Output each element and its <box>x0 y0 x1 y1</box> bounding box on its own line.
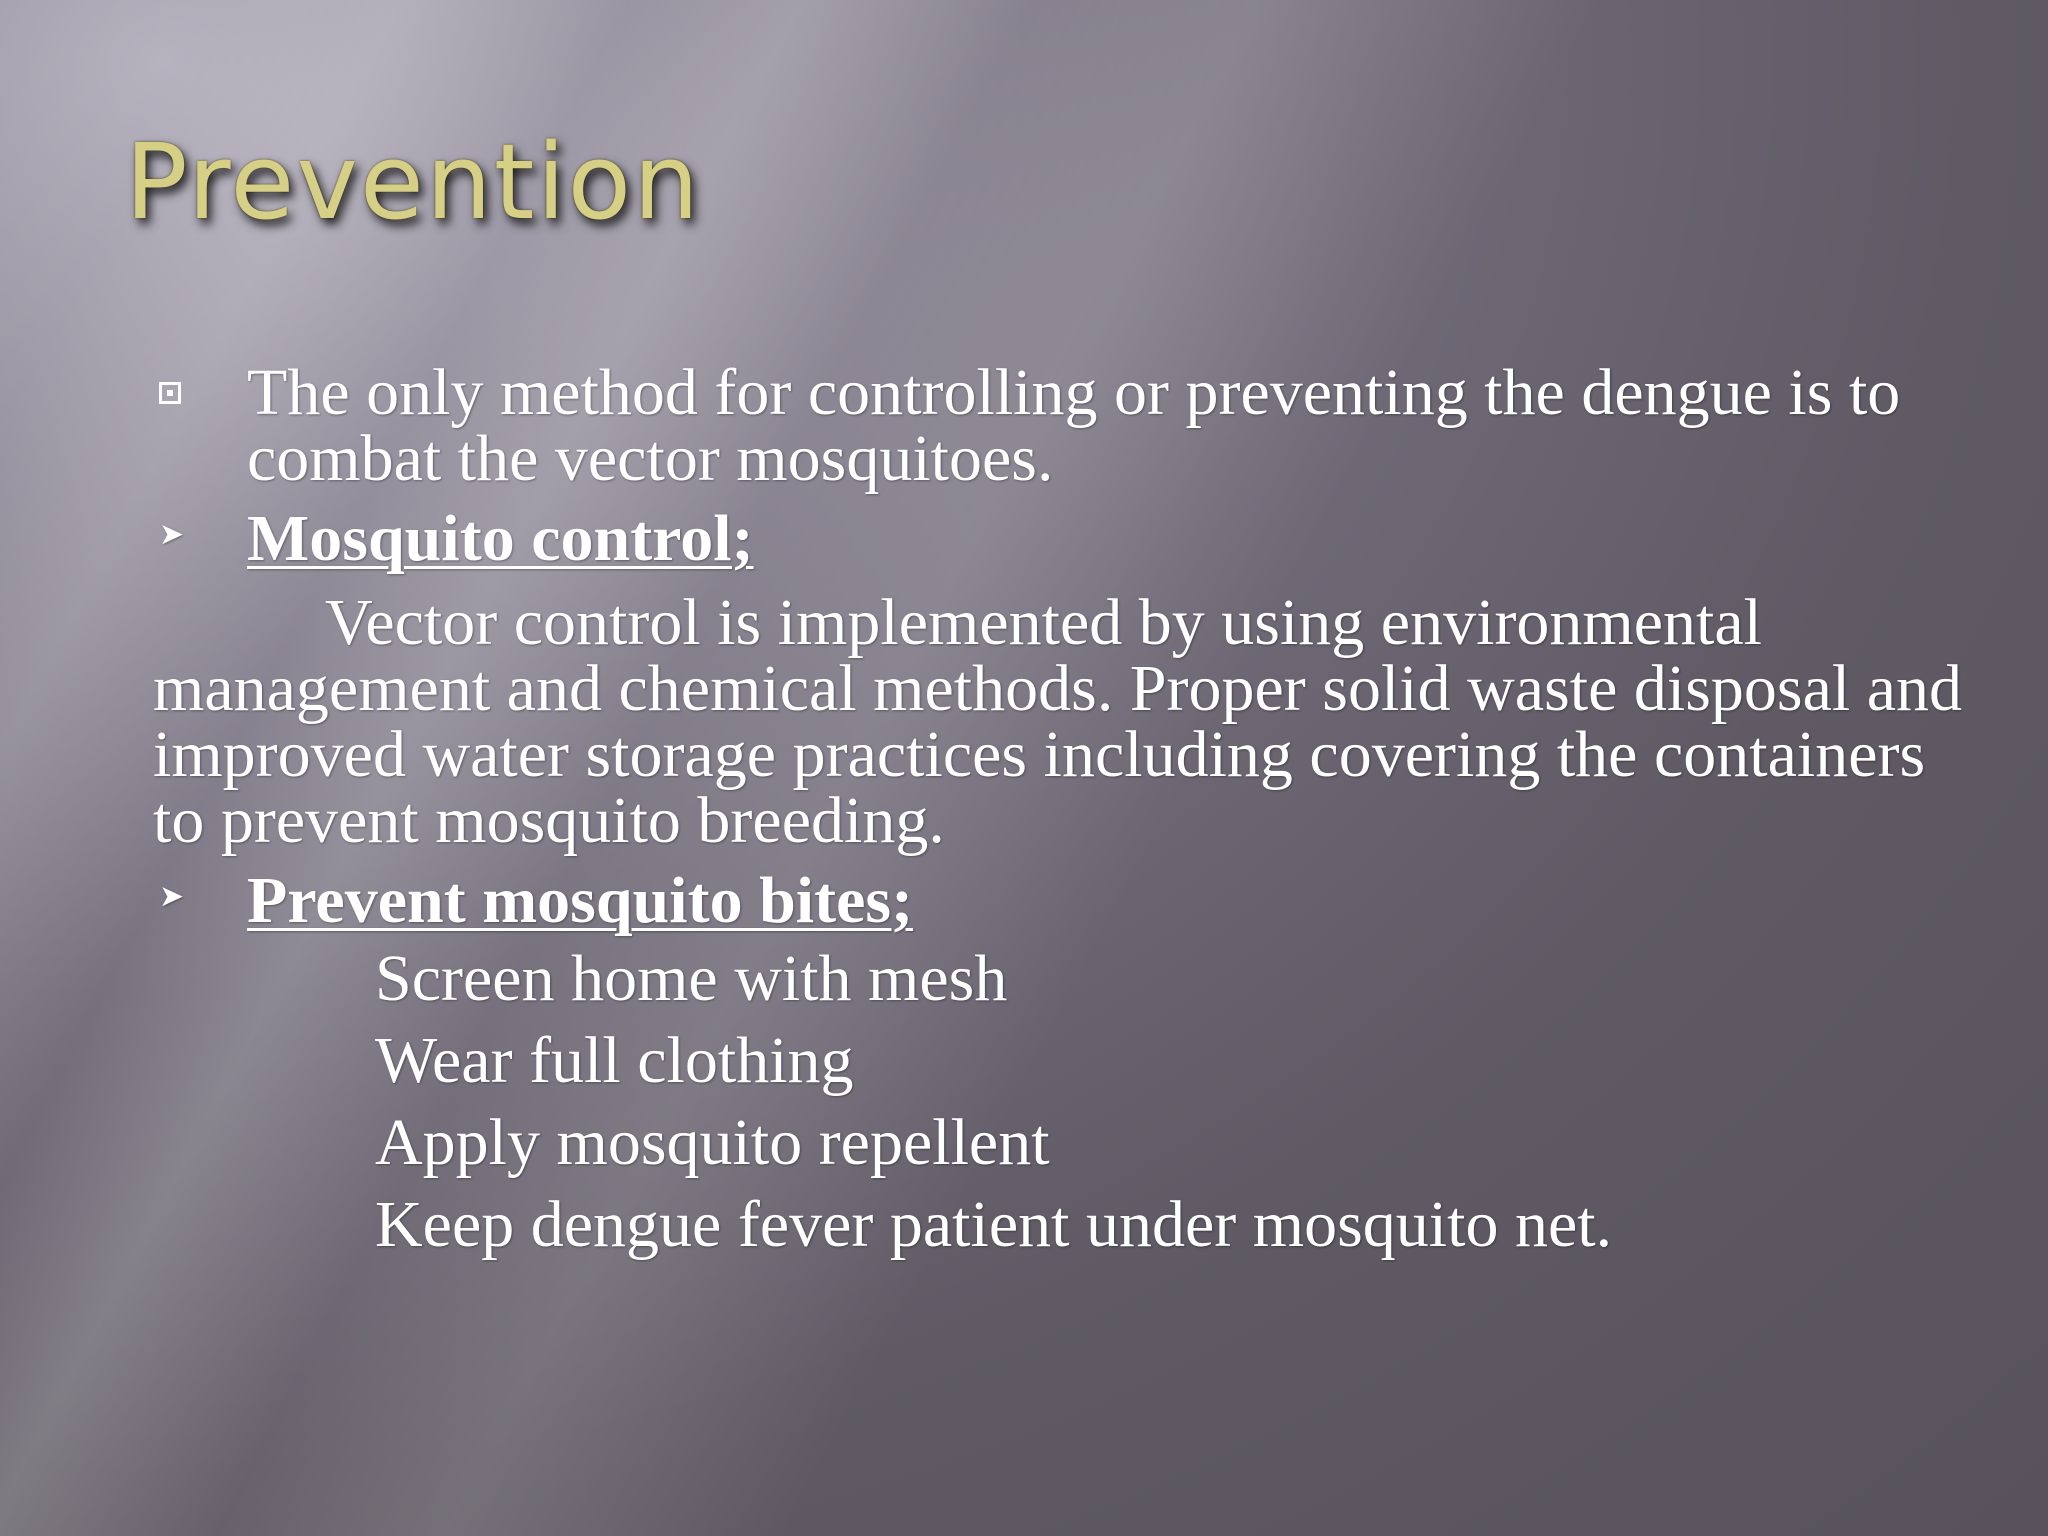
intro-bullet-row <box>153 356 1973 495</box>
mosquito-control-paragraph: Vector control is implemented by using environmental management and chemical methods. Proper solid waste disposal and improved water storage practices including covering the containers to prevent mosquito breeding. <box>153 586 1963 857</box>
slide-body <box>153 356 1973 1266</box>
mosquito-control-heading: Mosquito control; <box>247 502 754 575</box>
prevent-bites-heading: Prevent mosquito bites; <box>247 864 914 937</box>
arrow-bullet-icon: ➤ <box>159 879 185 914</box>
list-item: Wear full clothing <box>375 1024 854 1097</box>
list-item: Keep dengue fever patient under mosquito net. <box>375 1188 1613 1261</box>
square-bullet-icon <box>159 382 181 404</box>
list-item: Apply mosquito repellent <box>375 1106 1050 1179</box>
list-item: Screen home with mesh <box>375 942 1008 1015</box>
slide-title: Prevention <box>125 121 702 243</box>
section-heading-row <box>153 502 1973 575</box>
intro-text: The only method for controlling or preventing the dengue is to combat the vector mosquitoes. <box>247 356 1901 495</box>
arrow-bullet-icon: ➤ <box>159 517 185 552</box>
section-heading-row <box>153 864 1973 937</box>
